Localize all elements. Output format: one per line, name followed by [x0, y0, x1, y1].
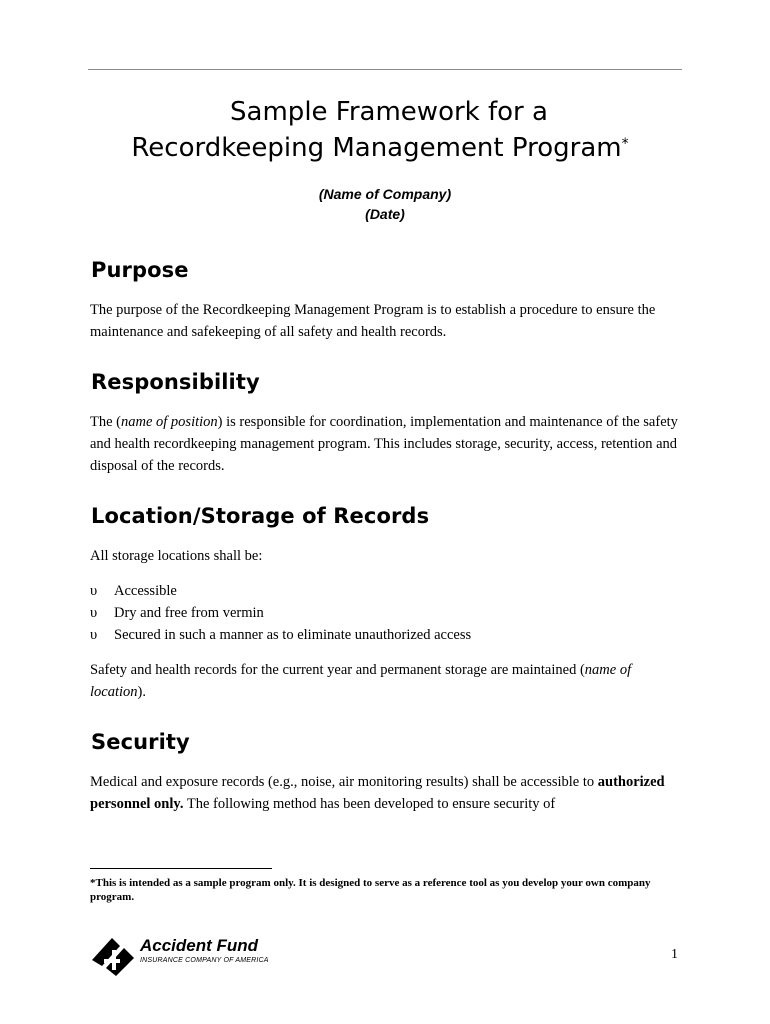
bullet-marker: υ: [90, 583, 98, 599]
location-intro: All storage locations shall be:: [90, 548, 263, 564]
company-placeholder: (Name of Company): [318, 186, 452, 202]
footnote: *This is intended as a sample program only. It is designed to serve as a reference tool as you develop your own company program.: [90, 877, 651, 903]
responsibility-text-post: ) is responsible for coordination, implementation and maintenance of the safety and health recordkeeping management program. This includes storage, security, access, retention and disposal of the records.: [90, 414, 678, 474]
accident-fund-logo: [90, 932, 290, 978]
responsibility-body: [90, 411, 690, 477]
list-item: [90, 602, 471, 624]
location-closing: [90, 659, 650, 703]
list-item-text: Accessible: [114, 583, 177, 599]
top-rule: [88, 69, 682, 70]
footnote-rule: [90, 868, 272, 869]
responsibility-heading: Responsibility: [91, 370, 260, 394]
list-item-text: Dry and free from vermin: [114, 605, 264, 621]
location-placeholder: name of location: [90, 662, 632, 700]
storage-requirements-list: [90, 580, 471, 646]
logo-tagline: INSURANCE COMPANY OF AMERICA: [140, 957, 269, 964]
security-text-post: The following method has been developed to ensure security of: [183, 796, 556, 812]
location-closing-pre: Safety and health records for the current year and permanent storage are maintained (: [90, 662, 585, 678]
logo-mark-icon: [90, 932, 136, 978]
list-item: [90, 624, 471, 646]
authorized-emphasis: authorized personnel only.: [90, 774, 665, 812]
list-item: [90, 580, 471, 602]
title-line-2-text: Recordkeeping Management Program: [131, 133, 622, 163]
responsibility-text-pre: The (: [90, 414, 121, 430]
title-line-2: [0, 130, 770, 166]
page-number: 1: [671, 947, 678, 962]
list-item-text: Secured in such a manner as to eliminate unauthorized access: [114, 627, 472, 643]
title-line-1: Sample Framework for a: [230, 97, 548, 127]
date-placeholder: (Date): [365, 206, 405, 222]
bullet-marker: υ: [90, 605, 98, 621]
position-placeholder: name of position: [121, 414, 218, 430]
purpose-heading: Purpose: [91, 258, 189, 282]
bullet-marker: υ: [90, 627, 98, 643]
title-asterisk: *: [621, 136, 629, 152]
document-title: [0, 94, 770, 166]
security-body: [90, 771, 670, 815]
location-closing-post: ).: [137, 684, 146, 700]
logo-name: Accident Fund: [140, 936, 259, 955]
purpose-body: The purpose of the Recordkeeping Management Program is to establish a procedure to ensure the maintenance and safekeeping of all safety and health records.: [90, 302, 656, 340]
location-heading: Location/Storage of Records: [91, 504, 430, 528]
security-text-pre: Medical and exposure records (e.g., noise, air monitoring results) shall be accessible to: [90, 774, 598, 790]
security-heading: Security: [91, 730, 190, 754]
